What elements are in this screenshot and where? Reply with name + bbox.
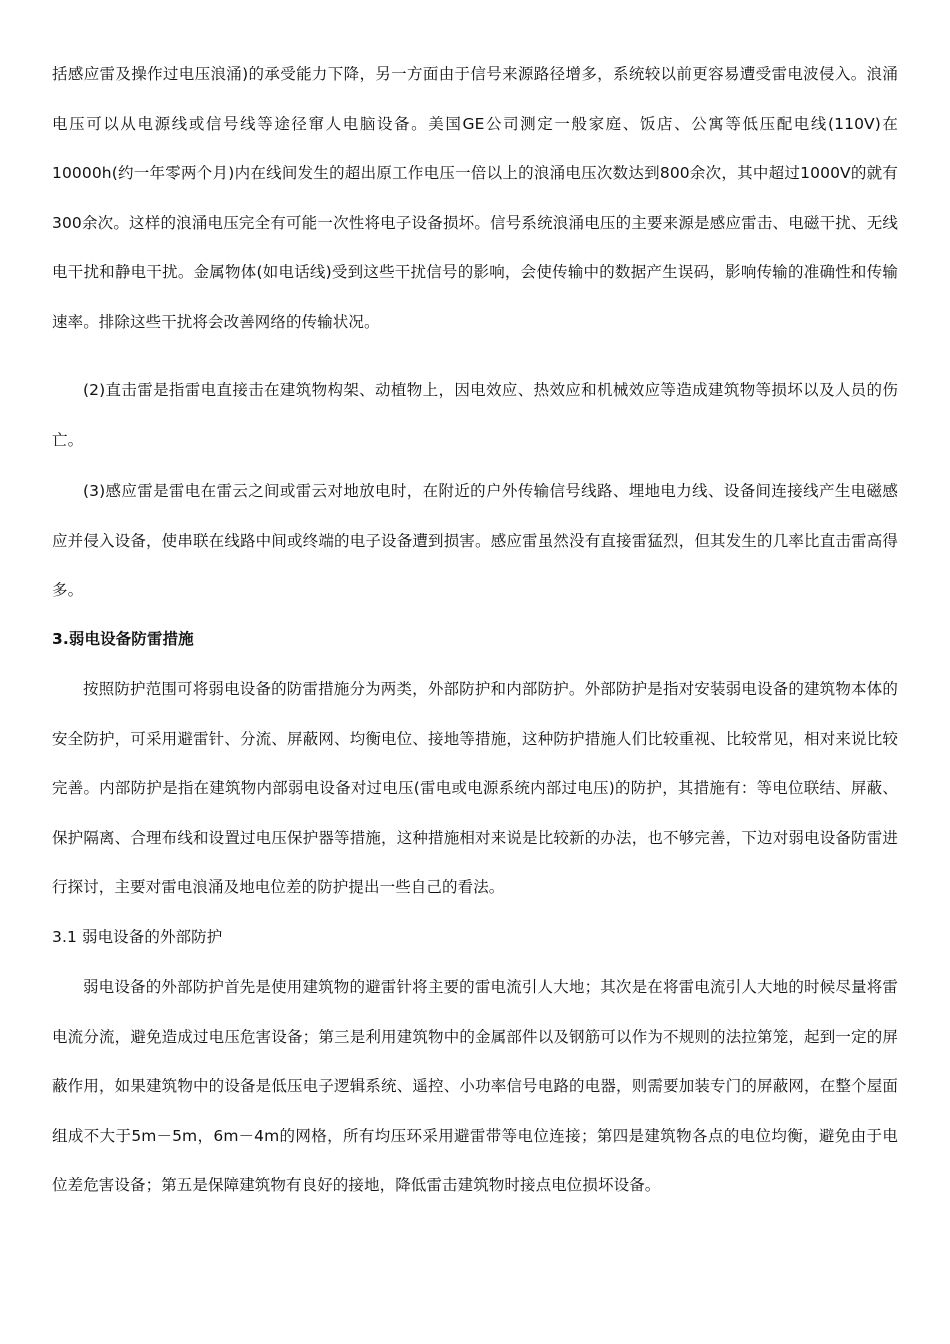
paragraph-surge-voltage: 括感应雷及操作过电压浪涌)的承受能力下降，另一方面由于信号来源路径增多，系统较以前更容易遭受雷电波侵入。浪涌电压可以从电源线或信号线等途径窜人电脑设备。美国GE公司测定一般家庭、饭店、公寓等低压配电线(110V)在10000h(约一年零两个月)内在线间发生的超出原工作电压一倍以上的浪涌电压次数达到800余次，其中超过1000V的就有300余次。这样的浪涌电压完全有可能一次性将电子设备损坏。信号系统浪涌电压的主要来源是感应雷击、电磁干扰、无线电干扰和静电干扰。金属物体(如电话线)受到这些干扰信号的影响，会使传输中的数据产生误码，影响传输的准确性和传输速率。排除这些干扰将会改善网络的传输状况。 [52,65,898,331]
paragraph-induced-lightning: (3)感应雷是雷电在雷云之间或雷云对地放电时，在附近的户外传输信号线路、埋地电力线、设备间连接线产生电磁感应并侵入设备，使串联在线路中间或终端的电子设备遭到损害。感应雷虽然没有直接雷猛烈，但其发生的几率比直击雷高得多。 [52,482,898,599]
section-heading-3-1: 3.1 弱电设备的外部防护 [52,928,223,946]
section-heading-3: 3.弱电设备防雷措施 [52,630,194,648]
paragraph-protection-measures: 按照防护范围可将弱电设备的防雷措施分为两类，外部防护和内部防护。外部防护是指对安装弱电设备的建筑物本体的安全防护，可采用避雷针、分流、屏蔽网、均衡电位、接地等措施，这种防护措施人们比较重视、比较常见，相对来说比较完善。内部防护是指在建筑物内部弱电设备对过电压(雷电或电源系统内部过电压)的防护，其措施有：等电位联结、屏蔽、保护隔离、合理布线和设置过电压保护器等措施，这种措施相对来说是比较新的办法，也不够完善，下边对弱电设备防雷进行探讨，主要对雷电浪涌及地电位差的防护提出一些自己的看法。 [52,680,898,896]
paragraph-external-protection: 弱电设备的外部防护首先是使用建筑物的避雷针将主要的雷电流引人大地；其次是在将雷电流引人大地的时候尽量将雷电流分流，避免造成过电压危害设备；第三是利用建筑物中的金属部件以及钢筋可以作为不规则的法拉第笼，起到一定的屏蔽作用，如果建筑物中的设备是低压电子逻辑系统、遥控、小功率信号电路的电器，则需要加装专门的屏蔽网，在整个屋面组成不大于5m－5m，6m－4m的网格，所有均压环采用避雷带等电位连接；第四是建筑物各点的电位均衡，避免由于电位差危害设备；第五是保障建筑物有良好的接地，降低雷击建筑物时接点电位损坏设备。 [52,978,898,1194]
paragraph-direct-lightning: (2)直击雷是指雷电直接击在建筑物构架、动植物上，因电效应、热效应和机械效应等造成建筑物等损坏以及人员的伤亡。 [52,381,898,449]
